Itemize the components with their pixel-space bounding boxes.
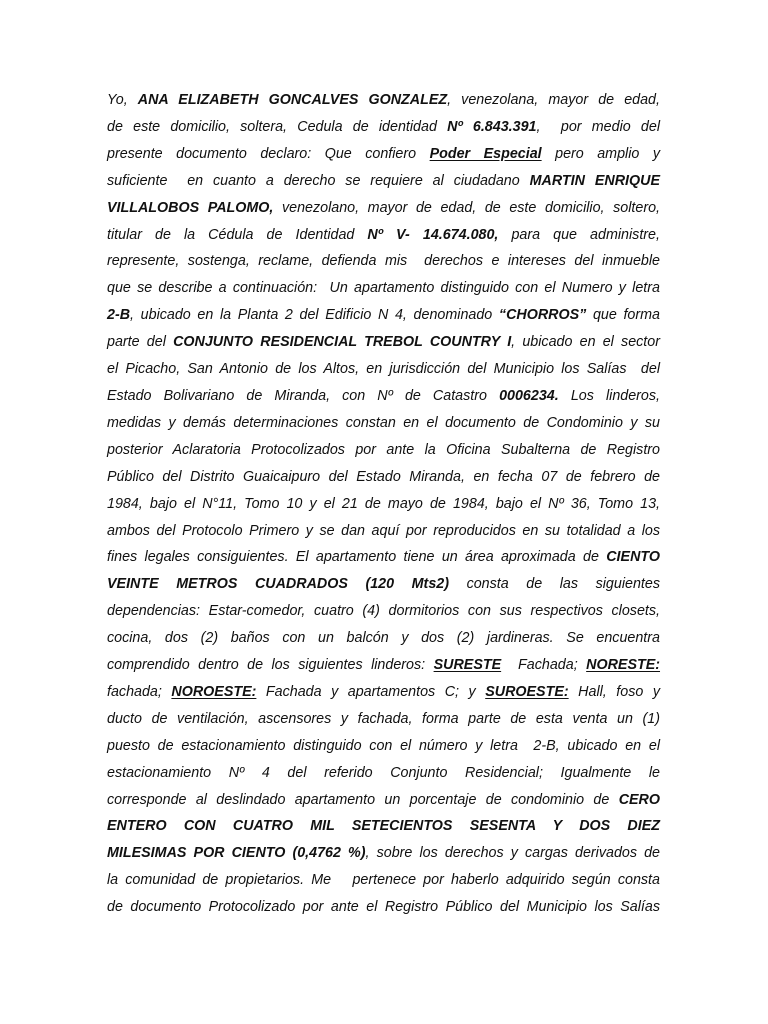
text-segment: , ubicado en el sector bbox=[511, 334, 660, 351]
bold-text: SUROESTE: bbox=[485, 683, 569, 700]
text-segment: fines legales consiguientes. El apartamento tiene un área aproximada de bbox=[107, 549, 607, 566]
bold-text: ANA ELIZABETH GONCALVES GONZALEZ bbox=[137, 92, 448, 108]
text-segment: suficiente en cuanto a derecho se requiere al ciudadano bbox=[107, 172, 530, 189]
text-segment: , sobre los derechos y cargas derivados de bbox=[365, 845, 660, 862]
text-segment: la comunidad de propietarios. Me pertenece por haberlo adquirido según consta bbox=[107, 872, 660, 889]
bold-text: 0006234. bbox=[499, 387, 559, 404]
document-line bbox=[107, 329, 660, 356]
bold-text: CERO bbox=[618, 791, 660, 808]
bold-text: Nº 6.843.391 bbox=[447, 118, 537, 135]
document-line bbox=[107, 518, 660, 545]
document-line bbox=[107, 840, 660, 867]
text-segment: puesto de estacionamiento distinguido con el número y letra 2-B, ubicado en el bbox=[107, 737, 660, 754]
text-segment: fachada; bbox=[107, 683, 172, 700]
text-segment: Yo, bbox=[107, 92, 138, 108]
bold-text: 2-B bbox=[107, 307, 131, 324]
text-segment: pero amplio y bbox=[541, 145, 660, 162]
document-line bbox=[107, 787, 660, 814]
document-line bbox=[107, 302, 660, 329]
document-line bbox=[107, 491, 660, 518]
document-line bbox=[107, 114, 660, 141]
document-line bbox=[107, 356, 660, 383]
bold-text: ENTERO CON CUATRO MIL SETECIENTOS SESENTA Y DOS DIEZ bbox=[107, 818, 660, 835]
document-line bbox=[107, 222, 660, 249]
bold-text: SURESTE bbox=[433, 657, 502, 674]
text-segment: estacionamiento Nº 4 del referido Conjunto Residencial; Igualmente le bbox=[107, 764, 660, 781]
document-line bbox=[107, 168, 660, 195]
document-line bbox=[107, 464, 660, 491]
document-line bbox=[107, 733, 660, 760]
document-line bbox=[107, 544, 660, 571]
text-segment: ducto de ventilación, ascensores y fachada, forma parte de esta venta un (1) bbox=[107, 710, 660, 727]
text-segment: el Picacho, San Antonio de los Altos, en jurisdicción del Municipio los Salías del bbox=[107, 361, 660, 378]
document-body bbox=[107, 87, 660, 921]
bold-text: Poder Especial bbox=[429, 145, 542, 162]
text-segment: Fachada y apartamentos C; y bbox=[256, 683, 486, 700]
text-segment: consta de las siguientes bbox=[449, 576, 660, 593]
document-line bbox=[107, 383, 660, 410]
text-segment: de este domicilio, soltera, Cedula de identidad bbox=[107, 118, 448, 135]
text-segment: 1984, bajo el N°11, Tomo 10 y el 21 de mayo de 1984, bajo el Nº 36, Tomo 13, bbox=[107, 495, 660, 512]
text-segment: venezolano, mayor de edad, de este domicilio, soltero, bbox=[273, 199, 661, 216]
text-segment: comprendido dentro de los siguientes linderos: bbox=[107, 657, 434, 674]
bold-text: VILLALOBOS PALOMO, bbox=[107, 199, 274, 216]
document-line bbox=[107, 141, 660, 168]
text-segment: posterior Aclaratoria Protocolizados por ante la Oficina Subalterna de Registro bbox=[107, 441, 660, 458]
bold-text: CIENTO bbox=[606, 549, 660, 566]
document-line bbox=[107, 652, 660, 679]
bold-text: NORESTE: bbox=[586, 657, 661, 674]
document-line bbox=[107, 195, 660, 222]
text-segment: Estado Bolivariano de Miranda, con Nº de Catastro bbox=[107, 387, 500, 404]
text-segment: corresponde al deslindado apartamento un porcentaje de condominio de bbox=[107, 791, 619, 808]
document-line bbox=[107, 625, 660, 652]
text-segment: Hall, foso y bbox=[568, 683, 660, 700]
text-segment: , por medio del bbox=[536, 118, 661, 135]
document-line bbox=[107, 437, 660, 464]
text-segment: que forma bbox=[586, 307, 661, 324]
text-segment: medidas y demás determinaciones constan en el documento de Condominio y su bbox=[107, 414, 660, 431]
document-line bbox=[107, 248, 660, 275]
text-segment: para que administre, bbox=[498, 226, 660, 243]
text-segment: ambos del Protocolo Primero y se dan aquí por reproducidos en su totalidad a los bbox=[107, 522, 660, 539]
document-line bbox=[107, 813, 660, 840]
text-segment: Público del Distrito Guaicaipuro del Estado Miranda, en fecha 07 de febrero de bbox=[107, 468, 660, 485]
text-segment: cocina, dos (2) baños con un balcón y dos (2) jardineras. Se encuentra bbox=[107, 630, 660, 647]
text-segment: , ubicado en la Planta 2 del Edificio N 4, denominado bbox=[130, 307, 499, 324]
text-segment: que se describe a continuación: Un apartamento distinguido con el Numero y letra bbox=[107, 280, 660, 297]
document-line bbox=[107, 598, 660, 625]
text-segment: dependencias: Estar-comedor, cuatro (4) dormitorios con sus respectivos closets, bbox=[107, 603, 660, 620]
document-line bbox=[107, 275, 660, 302]
bold-text: “CHORROS” bbox=[498, 307, 587, 324]
text-segment: parte del bbox=[107, 334, 174, 351]
bold-text: MILESIMAS POR CIENTO (0,4762 %) bbox=[107, 845, 366, 862]
document-line bbox=[107, 410, 660, 437]
document-line bbox=[107, 87, 660, 114]
text-segment: de documento Protocolizado por ante el Registro Público del Municipio los Salías bbox=[107, 899, 660, 916]
document-line bbox=[107, 760, 660, 787]
document-line bbox=[107, 571, 660, 598]
bold-text: VEINTE METROS CUADRADOS (120 Mts2) bbox=[107, 576, 449, 593]
text-segment: represente, sostenga, reclame, defienda mis derechos e intereses del inmueble bbox=[107, 253, 660, 270]
bold-text: Nº V- 14.674.080, bbox=[367, 226, 499, 243]
document-line bbox=[107, 894, 660, 921]
bold-text: MARTIN ENRIQUE bbox=[529, 172, 660, 189]
bold-text: NOROESTE: bbox=[171, 683, 257, 700]
document-line bbox=[107, 867, 660, 894]
text-segment: Fachada; bbox=[501, 657, 587, 674]
text-segment: Los linderos, bbox=[558, 387, 661, 404]
text-segment: titular de la Cédula de Identidad bbox=[107, 226, 368, 243]
text-segment: presente documento declaro: Que confiero bbox=[107, 145, 430, 162]
document-line bbox=[107, 679, 660, 706]
document-line bbox=[107, 706, 660, 733]
bold-text: CONJUNTO RESIDENCIAL TREBOL COUNTRY I bbox=[173, 334, 512, 351]
text-segment: , venezolana, mayor de edad, bbox=[447, 92, 660, 108]
